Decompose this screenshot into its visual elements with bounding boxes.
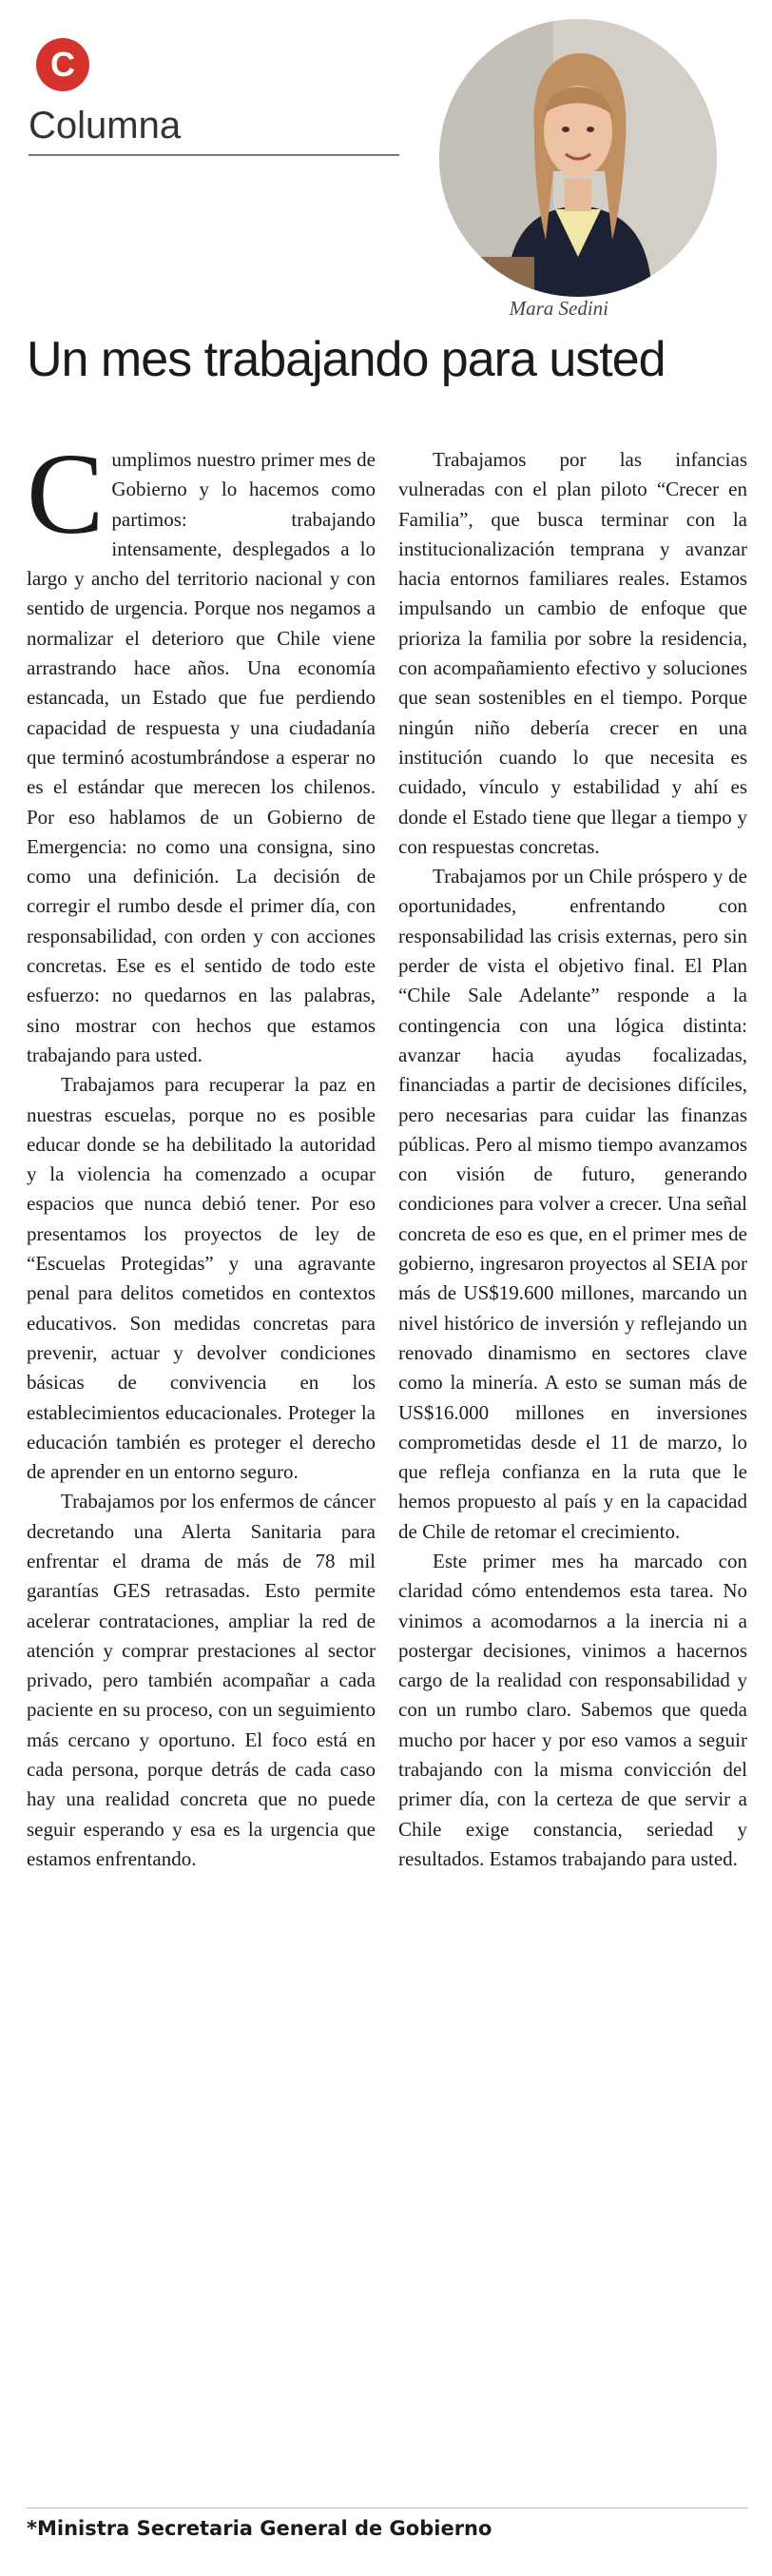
article-body — [27, 430, 747, 1874]
column-badge: C — [36, 38, 89, 91]
section-divider — [29, 154, 399, 156]
paragraph: Trabajamos por las infancias vulneradas con el plan piloto “Crecer en Familia”, que busca terminar con la institucionalización temprana y avanzar hacia entornos familiares reales. Estamos impulsando un cambio de enfoque que prioriza la familia por sobre la residencia, con acompañamiento efectivo y soluciones que sean sostenibles en el tiempo. Porque ningún niño debería crecer en una institución cuando lo que necesita es cuidado, vínculo y estabilidad y ahí es donde el Estado tiene que llegar a tiempo y con respuestas concretas. — [398, 448, 747, 858]
paragraph — [27, 430, 376, 1070]
section-label: Columna — [29, 105, 182, 146]
paragraph: Este primer mes ha marcado con claridad cómo entendemos esta tarea. No vinimos a acomodarnos a la inercia ni a postergar decisiones, vinimos a hacernos cargo de la realidad con responsabilidad y con un rumbo claro. Sabemos que queda mucho por hacer y por eso vamos a seguir trabajando con la misma convicción del primer día, con la certeza de que servir a Chile exige constancia, seriedad y resultados. Estamos trabajando para usted. — [398, 1549, 747, 1870]
author-footnote: *Ministra Secretaria General de Gobierno — [27, 2517, 492, 2540]
paragraph: Trabajamos para recuperar la paz en nuestras escuelas, porque no es posible educar donde se ha debilitado la autoridad y la violencia ha comenzado a ocupar espacios que nunca debió tener. Por eso presentamos los proyectos de ley de “Escuelas Protegidas” y una agravante penal para delitos cometidos en contextos educativos. Son medidas concretas para prevenir, actuar y devolver condiciones básicas de convivencia en los establecimientos educacionales. Proteger la educación también es proteger el derecho de aprender en un entorno seguro. — [27, 1073, 376, 1484]
drop-cap: C — [27, 430, 105, 558]
author-photo — [439, 19, 717, 297]
headline: Un mes trabajando para usted — [27, 332, 666, 387]
paragraph-text: umplimos nuestro primer mes de Gobierno y lo hacemos como partimos: trabajando intensamente, desplegados a lo largo y ancho del territorio nacional y con sentido de urgencia. Porque nos negamos a normalizar el deterioro que Chile viene arrastrando hace años. Una economía estancada, un Estado que fue perdiendo capacidad de respuesta y una ciudadanía que terminó acostumbrándose a esperar no es el estándar que merecen los chilenos. Por eso hablamos de un Gobierno de Emergencia: no como una consigna, sino como una definición. La decisión de corregir el rumbo desde el primer día, con responsabilidad, con orden y con acciones concretas. Ese es el sentido de todo este esfuerzo: no quedarnos en las palabras, sino mostrar con hechos que estamos trabajando para usted. — [27, 448, 376, 1066]
paragraph: Trabajamos por los enfermos de cáncer decretando una Alerta Sanitaria para enfrentar el drama de más de 78 mil garantías GES retrasadas. Esto permite acelerar contrataciones, ampliar la red de atención y comprar prestaciones al sector privado, pero también acompañar a cada paciente en su proceso, con un seguimiento más cercano y oportuno. El foco está en cada persona, porque detrás de cada caso hay una realidad concreta que no puede seguir esperando y esa es la urgencia que estamos enfrentando. — [27, 1490, 376, 1870]
paragraph: Trabajamos por un Chile próspero y de oportunidades, enfrentando con responsabilidad las crisis externas, pero sin perder de vista el objetivo final. El Plan “Chile Sale Adelante” responde a la contingencia con una lógica distinta: avanzar hacia ayudas focalizadas, financiadas a partir de decisiones difíciles, pero necesarias para cuidar las finanzas públicas. Pero al mismo tiempo avanzamos con visión de futuro, generando condiciones para volver a crecer. Una señal concreta de eso es que, en el primer mes de gobierno, ingresaron proyectos al SEIA por más de US$19.600 millones, marcando un nivel histórico de inversión y reflejando un renovado dinamismo en sectores clave como la minería. A esto se suman más de US$16.000 millones en inversiones comprometidas desde el 11 de marzo, lo que refleja confianza en la ruta que le hemos propuesto al país y en la capacidad de Chile de retomar el crecimiento. — [398, 865, 747, 1543]
author-name: Mara Sedini — [509, 297, 608, 320]
